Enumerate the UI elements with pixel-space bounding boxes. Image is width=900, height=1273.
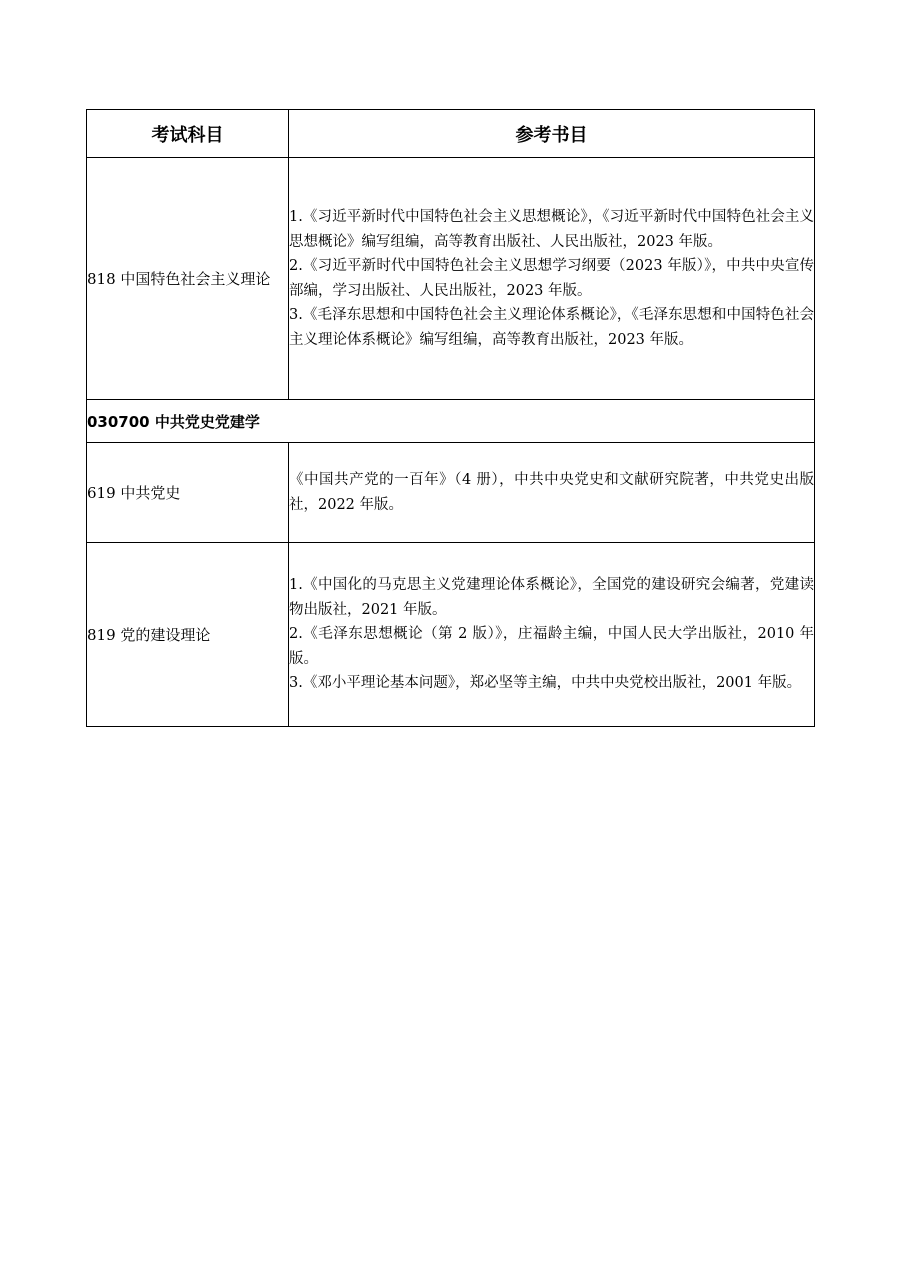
book-reference: 1.《中国化的马克思主义党建理论体系概论》，全国党的建设研究会编著，党建读物出版社，2021 年版。 (289, 577, 814, 618)
section-label: 030700 中共党史党建学 (87, 400, 815, 443)
book-reference: 3.《毛泽东思想和中国特色社会主义理论体系概论》，《毛泽东思想和中国特色社会主义理论体系概论》编写组编，高等教育出版社，2023 年版。 (289, 307, 814, 348)
table-row (87, 443, 815, 543)
header-subject: 考试科目 (87, 110, 289, 158)
header-books: 参考书目 (289, 110, 815, 158)
book-reference: 3.《邓小平理论基本问题》，郑必坚等主编，中共中央党校出版社，2001 年版。 (289, 675, 802, 692)
subject-cell: 619 中共党史 (87, 443, 289, 543)
books-cell (289, 158, 815, 400)
subject-cell: 819 党的建设理论 (87, 543, 289, 727)
books-cell (289, 443, 815, 543)
table-row (87, 158, 815, 400)
reference-book-table (86, 109, 815, 727)
book-reference: 2.《毛泽东思想概论（第 2 版）》，庄福龄主编，中国人民大学出版社，2010 年版。 (289, 626, 814, 667)
table-row (87, 543, 815, 727)
books-cell (289, 543, 815, 727)
section-row (87, 400, 815, 443)
book-reference: 《中国共产党的一百年》（4 册），中共中央党史和文献研究院著，中共党史出版社，2022 年版。 (289, 472, 814, 513)
book-reference: 1.《习近平新时代中国特色社会主义思想概论》，《习近平新时代中国特色社会主义思想概论》编写组编，高等教育出版社、人民出版社，2023 年版。 (289, 209, 814, 250)
book-reference: 2.《习近平新时代中国特色社会主义思想学习纲要（2023 年版）》，中共中央宣传部编，学习出版社、人民出版社，2023 年版。 (289, 258, 814, 299)
subject-cell: 818 中国特色社会主义理论 (87, 158, 289, 400)
header-row (87, 110, 815, 158)
